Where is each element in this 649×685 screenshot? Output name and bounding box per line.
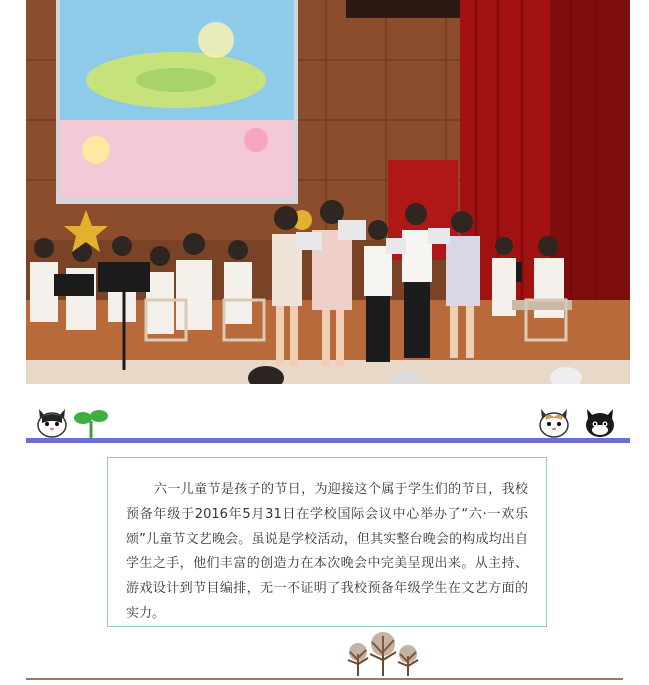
divider-line	[26, 438, 630, 443]
black-cat-icon	[582, 403, 618, 439]
cat-icon	[536, 403, 572, 439]
trees-icon	[338, 630, 428, 678]
article-paragraph: 六一儿童节是孩子的节日，为迎接这个属于学生们的节日，我校预备年级于2016年5月31日在学校国际会议中心举办了“六·一欢乐颂”儿童节文艺晚会。虽说是学校活动，但其实整台晚会的构成均出自学生之手，他们丰富的创造力在本次晚会中完美呈现出来。从主持、游戏设计到节目编排，无一不证明了我校预备年级学生在文艺方面的实力。	[126, 482, 528, 621]
cat-divider	[26, 403, 630, 443]
sprout-icon	[74, 407, 108, 439]
performance-photo	[26, 0, 630, 384]
ground-line	[26, 678, 623, 680]
cat-icon	[34, 403, 70, 439]
article-box	[107, 457, 547, 627]
